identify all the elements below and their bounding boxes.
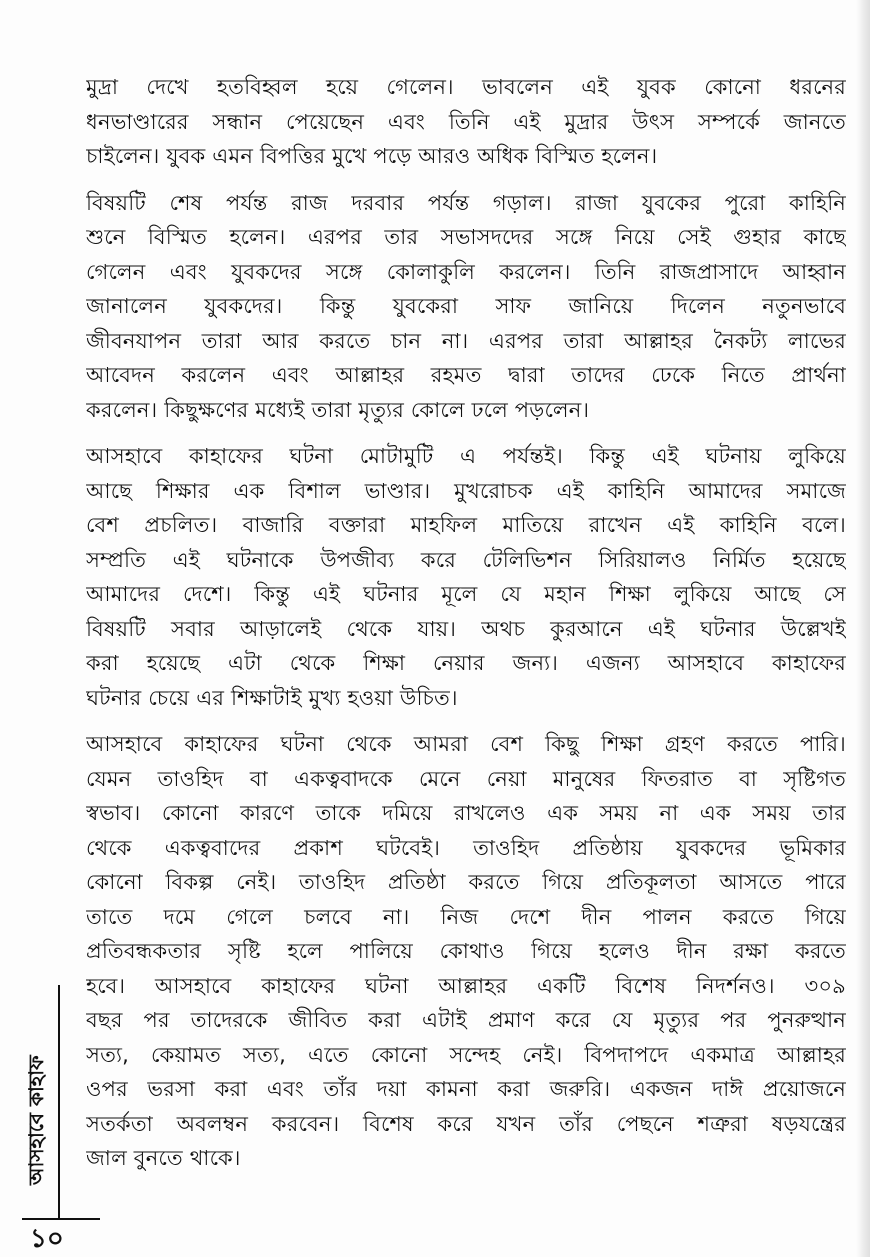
text-line: শুনে বিস্মিত হলেন। এরপর তার সভাসদদের সঙ্গে নিয়ে সেই গুহার কাছে xyxy=(86,225,846,249)
text-line: ঘটনার চেয়ে এর শিক্ষাটাই মুখ্য হওয়া উচিত। xyxy=(86,685,458,710)
text-line: সত্য, কেয়ামত সত্য, এতে কোনো সন্দেহ নেই। বিপদাপদে একমাত্র আল্লাহর xyxy=(86,1042,846,1067)
text-line: আবেদন করলেন এবং আল্লাহর রহমত দ্বারা তাদের ঢেকে নিতে প্রার্থনা xyxy=(86,363,846,387)
text-line: ওপর ভরসা করা এবং তাঁর দয়া কামনা করা জরুরি। একজন দাঈ প্রয়োজনে xyxy=(86,1077,846,1101)
body-text xyxy=(86,70,846,1188)
text-line: বিষয়টি সবার আড়ালেই থেকে যায়। অথচ কুরআনে এই ঘটনার উল্লেখই xyxy=(86,616,846,641)
text-line: হবে। আসহাবে কাহাফের ঘটনা আল্লাহর একটি বিশেষ নিদর্শনও। ৩০৯ xyxy=(86,973,846,998)
text-line: সতর্কতা অবলম্বন করবেন। বিশেষ করে যখন তাঁর পেছনে শত্রুরা ষড়যন্ত্রের xyxy=(86,1111,846,1136)
paragraph-3 xyxy=(86,439,846,715)
text-line: বছর পর তাদেরকে জীবিত করা এটাই প্রমাণ করে যে মৃত্যুর পর পুনরুত্থান xyxy=(86,1008,846,1032)
text-line: প্রতিবন্ধকতার সৃষ্টি হলে পালিয়ে কোথাও গিয়ে হলেও দীন রক্ষা করতে xyxy=(86,939,846,963)
text-line: থেকে একত্ববাদের প্রকাশ ঘটবেই। তাওহিদ প্রতিষ্ঠায় যুবকদের ভূমিকার xyxy=(86,835,846,860)
text-line: আমাদের দেশে। কিন্তু এই ঘটনার মূলে যে মহান শিক্ষা লুকিয়ে আছে সে xyxy=(86,582,846,606)
paragraph-1 xyxy=(86,70,846,174)
page-edge-shadow xyxy=(856,0,870,1257)
text-line: আসহাবে কাহাফের ঘটনা থেকে আমরা বেশ কিছু শিক্ষা গ্রহণ করতে পারি। xyxy=(86,732,846,756)
text-line: আসহাবে কাহাফের ঘটনা মোটামুটি এ পর্যন্তই। কিন্তু এই ঘটনায় লুকিয়ে xyxy=(86,444,846,468)
text-line: ধনভাণ্ডারের সন্ধান পেয়েছেন এবং তিনি এই মুদ্রার উৎস সম্পর্কে জানতে xyxy=(86,109,846,134)
text-line: জানালেন যুবকদের। কিন্তু যুবকেরা সাফ জানিয়ে দিলেন নতুনভাবে xyxy=(86,294,846,318)
text-line: যেমন তাওহিদ বা একত্ববাদকে মেনে নেয়া মানুষের ফিতরাত বা সৃষ্টিগত xyxy=(86,766,846,791)
text-line: গেলেন এবং যুবকদের সঙ্গে কোলাকুলি করলেন। তিনি রাজপ্রাসাদে আহ্বান xyxy=(86,259,846,284)
text-line: করলেন। কিছুক্ষণের মধ্যেই তারা মৃত্যুর কোলে ঢলে পড়লেন। xyxy=(86,397,590,422)
text-line: চাইলেন। যুবক এমন বিপত্তির মুখে পড়ে আরও অধিক বিস্মিত হলেন। xyxy=(86,144,658,168)
text-line: স্বভাব। কোনো কারণে তাকে দমিয়ে রাখলেও এক সময় না এক সময় তার xyxy=(86,801,846,825)
text-line: বেশ প্রচলিত। বাজারি বক্তারা মাহফিল মাতিয়ে রাখেন এই কাহিনি বলে। xyxy=(86,513,846,537)
text-line: আছে শিক্ষার এক বিশাল ভাণ্ডার। মুখরোচক এই কাহিনি আমাদের সমাজে xyxy=(86,478,846,503)
footer-rule xyxy=(22,1218,100,1220)
text-line: জীবনযাপন তারা আর করতে চান না। এরপর তারা আল্লাহর নৈকট্য লাভের xyxy=(86,328,846,353)
paragraph-4 xyxy=(86,727,846,1176)
page-number: ১০ xyxy=(30,1224,64,1254)
text-line: করা হয়েছে এটা থেকে শিক্ষা নেয়ার জন্য। এজন্য আসহাবে কাহাফের xyxy=(86,651,846,675)
text-line: মুদ্রা দেখে হতবিহ্বল হয়ে গেলেন। ভাবলেন এই যুবক কোনো ধরনের xyxy=(86,75,846,99)
text-line: বিষয়টি শেষ পর্যন্ত রাজ দরবার পর্যন্ত গড়াল। রাজা যুবকের পুরো কাহিনি xyxy=(86,190,846,215)
running-title: আসহাবে কাহাফ xyxy=(24,1055,48,1185)
text-line: কোনো বিকল্প নেই। তাওহিদ প্রতিষ্ঠা করতে গিয়ে প্রতিকূলতা আসতে পারে xyxy=(86,870,846,894)
paragraph-2 xyxy=(86,186,846,428)
text-line: তাতে দমে গেলে চলবে না। নিজ দেশে দীন পালন করতে গিয়ে xyxy=(86,904,846,929)
text-line: সম্প্রতি এই ঘটনাকে উপজীব্য করে টেলিভিশন সিরিয়ালও নির্মিত হয়েছে xyxy=(86,547,846,572)
text-line: জাল বুনতে থাকে। xyxy=(86,1146,241,1170)
